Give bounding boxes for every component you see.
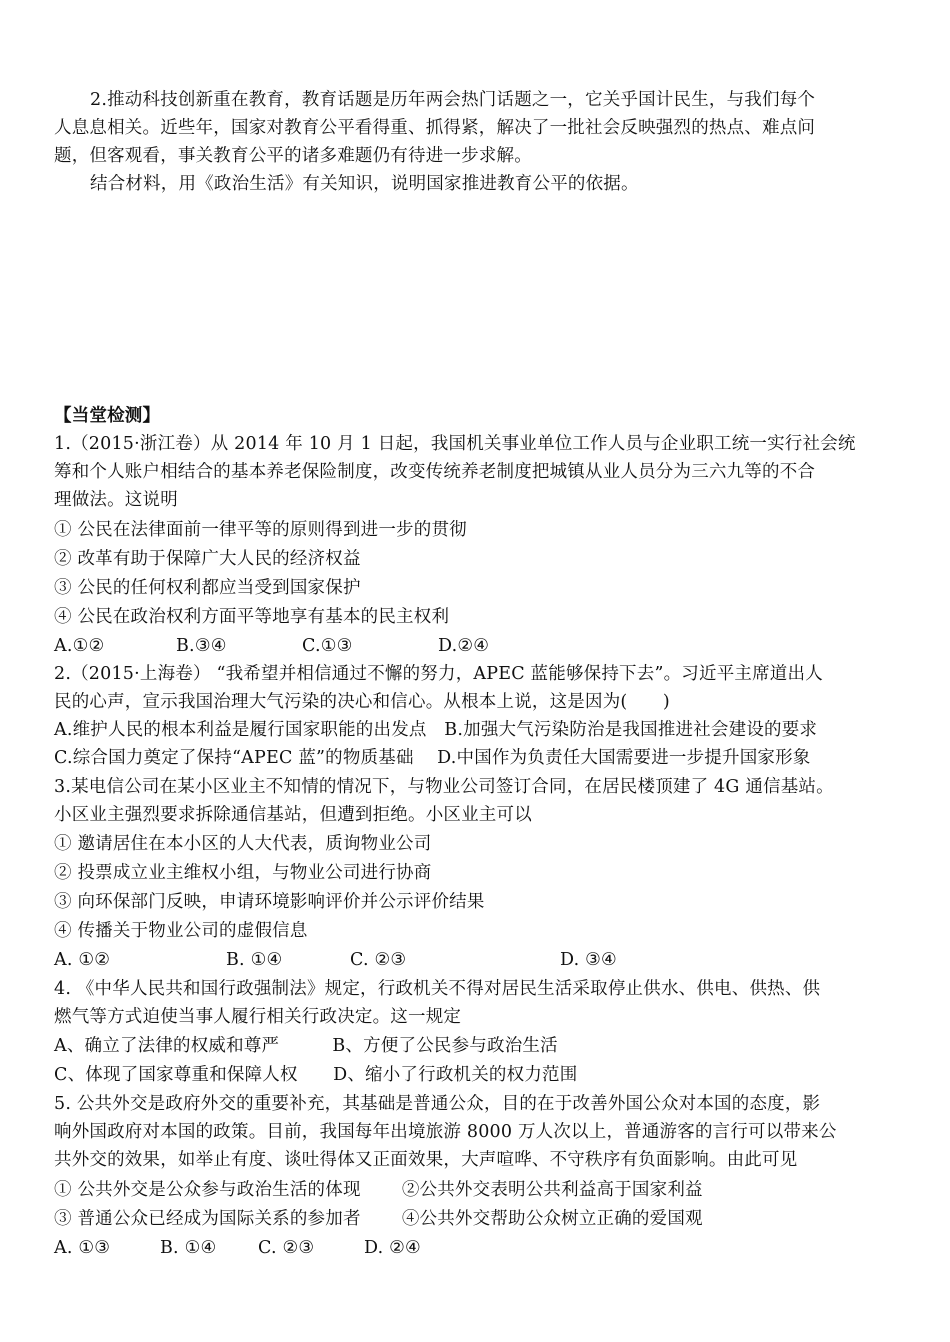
q1-item-3: ③ 公民的任何权利都应当受到国家保护: [54, 578, 361, 598]
q5-option-d: D. ②④: [364, 1238, 421, 1258]
q2-line-2: 民的心声，宣示我国治理大气污染的决心和信心。从根本上说，这是因为( ): [54, 692, 670, 712]
q2-line-1: 2.（2015·上海卷） “我希望并相信通过不懈的努力，APEC 蓝能够保持下去”。习近平主席道出人: [54, 664, 823, 684]
q3-option-d: D. ③④: [560, 950, 617, 970]
q2-options-cd: C.综合国力奠定了保持“APEC 蓝”的物质基础 D.中国作为负责任大国需要进一步提升国家形象: [54, 748, 811, 768]
q5-line-1: 5. 公共外交是政府外交的重要补充，其基础是普通公众，目的在于改善外国公众对本国的态度，影: [54, 1094, 821, 1114]
intro-line-1: 2.推动科技创新重在教育，教育话题是历年两会热门话题之一，它关乎国计民生，与我们每个: [90, 90, 816, 110]
q5-items-12: ① 公共外交是公众参与政治生活的体现 ②公共外交表明公共利益高于国家利益: [54, 1180, 703, 1200]
q1-line-2: 筹和个人账户相结合的基本养老保险制度，改变传统养老制度把城镇从业人员分为三六九等的不合: [54, 462, 816, 482]
q2-options-ab: A.维护人民的根本利益是履行国家职能的出发点 B.加强大气污染防治是我国推进社会建设的要求: [54, 720, 818, 740]
q1-option-d: D.②④: [438, 636, 490, 656]
q5-line-3: 共外交的效果，如举止有度、谈吐得体又正面效果，大声喧哗、不守秩序有负面影响。由此可见: [54, 1150, 798, 1170]
q1-item-1: ① 公民在法律面前一律平等的原则得到进一步的贯彻: [54, 520, 467, 540]
intro-line-3: 题，但客观看，事关教育公平的诸多难题仍有待进一步求解。: [54, 146, 532, 166]
q5-option-c: C. ②③: [258, 1238, 315, 1258]
q5-option-a: A. ①③: [54, 1238, 111, 1258]
q4-line-2: 燃气等方式迫使当事人履行相关行政决定。这一规定: [54, 1007, 462, 1027]
q1-item-4: ④ 公民在政治权利方面平等地享有基本的民主权利: [54, 607, 450, 627]
q3-item-3: ③ 向环保部门反映，申请环境影响评价并公示评价结果: [54, 892, 485, 912]
q1-item-2: ② 改革有助于保障广大人民的经济权益: [54, 549, 361, 569]
intro-line-4: 结合材料，用《政治生活》有关知识，说明国家推进教育公平的依据。: [90, 174, 639, 194]
q4-line-1: 4. 《中华人民共和国行政强制法》规定，行政机关不得对居民生活采取停止供水、供电、供热、供: [54, 979, 821, 999]
q1-option-b: B.③④: [176, 636, 227, 656]
q3-option-b: B. ①④: [226, 950, 283, 970]
q1-option-c: C.①③: [302, 636, 353, 656]
intro-line-2: 人息息相关。近些年，国家对教育公平看得重、抓得紧，解决了一批社会反映强烈的热点、难点问: [54, 118, 816, 138]
q3-item-1: ① 邀请居住在本小区的人大代表，质询物业公司: [54, 834, 432, 854]
q1-line-3: 理做法。这说明: [54, 490, 178, 510]
q3-line-2: 小区业主强烈要求拆除通信基站，但遭到拒绝。小区业主可以: [54, 805, 532, 825]
section-title: 【当堂检测】: [54, 406, 161, 426]
q3-item-2: ② 投票成立业主维权小组，与物业公司进行协商: [54, 863, 432, 883]
q4-options-cd: C、体现了国家尊重和保障人权 D、缩小了行政机关的权力范围: [54, 1065, 578, 1085]
q3-option-a: A. ①②: [54, 950, 111, 970]
q3-line-1: 3.某电信公司在某小区业主不知情的情况下，与物业公司签订合同，在居民楼顶建了 4G 通信基站。: [54, 777, 834, 797]
q5-items-34: ③ 普通公众已经成为国际关系的参加者 ④公共外交帮助公众树立正确的爱国观: [54, 1209, 703, 1229]
q5-line-2: 响外国政府对本国的政策。目前，我国每年出境旅游 8000 万人次以上，普通游客的言行可以带来公: [54, 1122, 837, 1142]
q3-options: [54, 946, 617, 974]
q4-options-ab: A、确立了法律的权威和尊严 B、方便了公民参与政治生活: [54, 1036, 558, 1056]
q1-options: [54, 632, 489, 660]
q1-option-a: A.①②: [54, 636, 105, 656]
q1-line-1: 1.（2015·浙江卷）从 2014 年 10 月 1 日起，我国机关事业单位工作人员与企业职工统一实行社会统: [54, 434, 856, 454]
q3-option-c: C. ②③: [350, 950, 407, 970]
q3-item-4: ④ 传播关于物业公司的虚假信息: [54, 921, 308, 941]
q5-option-b: B. ①④: [160, 1238, 217, 1258]
q5-options: [54, 1234, 421, 1262]
